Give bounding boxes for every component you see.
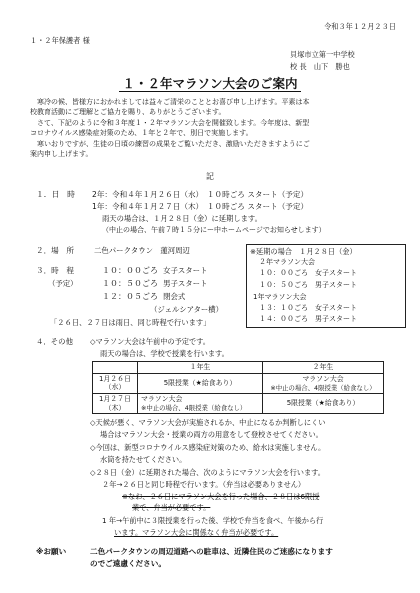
postponed-row: １０：５０ごろ 男子スタート	[259, 281, 357, 289]
postponed-note-cont: 業で、弁当が必要です。	[132, 503, 211, 512]
time-value: １０：５０ごろ	[102, 279, 158, 288]
request-line: 二色パークタウンの周辺道路への駐車は、近隣住民のご迷惑になります	[90, 547, 333, 556]
bullet-weather-cont: 場合はマラソン大会・授業の両方の用意をして登校させてください。	[100, 430, 323, 439]
postponed-row: １３：１０ごろ 女子スタート	[259, 304, 357, 312]
intro-line: コロナウイルス感染症対策のため、１年と２年で、別日で実施します。	[30, 129, 253, 138]
request-label: ※お願い	[36, 547, 67, 556]
intro-line: 寒冷の候、皆様方におかれましては益々ご清栄のこととお喜び申し上げます。平素は本	[37, 98, 310, 106]
postponed-row: １０：００ごろ 女子スタート	[259, 269, 357, 277]
row-date: 1月２６日 （水）	[93, 373, 138, 393]
postponed-schedule-box	[246, 244, 406, 328]
intro-line: 寒いおりですが、生徒の日頃の練習の成果をご覧いただき、激励いただきますようにご	[37, 139, 310, 148]
intro-line: 校教育活動にご理解とご協力を賜り、ありがとうございます。	[30, 108, 226, 117]
dates-line-1st-grade: 1年：令和４年１月２７日（木） １０時ごろ スタート（予定）	[92, 202, 309, 211]
intro-paragraph	[30, 97, 400, 159]
table-row	[93, 373, 384, 393]
closing-venue: （ジェルシアター横）	[150, 305, 224, 314]
issue-date: 令和３年１２月２３日	[324, 22, 396, 31]
dates-rain: 雨天の場合は、１月２８日（金）に延期します。	[102, 214, 262, 223]
intro-line: さて、下記のように令和３年度１・２年マラソン大会を開催致します。今年度は、新型	[37, 118, 310, 127]
time-row	[102, 279, 207, 289]
bullet-postponed: ◇２８日（金）に延期された場合、次のようにマラソン大会を行います。	[90, 468, 325, 477]
times-sub: （予定）	[48, 279, 78, 288]
cell-2nd-grade: 5限授業（★給食あり）	[263, 393, 384, 413]
time-value: １０：００ごろ	[102, 266, 158, 275]
dates-note: （中止の場合、午前７時１５分にー中ホームページでお知らせします）	[102, 226, 326, 234]
time-event: 男子スタート	[163, 279, 208, 288]
time-row	[102, 266, 207, 276]
school-name: 貝塚市立第一中学校	[290, 50, 355, 59]
rain-schedule-table	[92, 361, 384, 414]
row-date: 1月２７日 （木）	[93, 393, 138, 413]
bullet-weather: ◇天候が悪く、マラソン大会が実施されるか、中止になるか判断しにくい	[90, 418, 326, 427]
dates-label: １．日 時	[36, 190, 75, 199]
bullet-water-cont: 水筒を持たせてください。	[100, 455, 187, 464]
place-label: ２．場 所	[36, 246, 74, 255]
time-event: 女子スタート	[163, 266, 208, 275]
postponed-1st-plan: 1 年→午前中に３限授業を行った後、学校で弁当を食べ、午後から行	[102, 516, 324, 525]
time-row	[102, 292, 185, 302]
intro-line: 案内申し上げます。	[30, 150, 93, 159]
times-label: ３．時 程	[36, 266, 74, 275]
time-value: １２：０５ごろ	[102, 292, 158, 301]
same-schedule-note: 「２６日、２７日は雨日、同じ時程で行います」	[50, 318, 211, 327]
cell-1st-grade: 5限授業（★給食あり）	[138, 373, 263, 393]
recipient: １・２年保護者 様	[30, 36, 90, 45]
postponed-2nd-grade: ２年マラソン大会	[259, 258, 315, 266]
bullet-water: ◇今回は、新型コロナウイルス感染症対策のため、給水は実施しません。	[90, 443, 326, 452]
ki-heading: 記	[206, 172, 214, 181]
time-event: 閉会式	[163, 292, 186, 301]
table-header: １年生	[138, 362, 263, 374]
postponed-1st-plan-cont: います。マラソン大会に関係なく弁当が必要です。	[114, 528, 279, 537]
postponed-2nd-plan: ２年→２６日と同じ時程で行います。（弁当は必要ありません）	[102, 480, 306, 489]
postponed-note: ※なお、２６日にマラソン大会を行った場合、２８日は6限授	[122, 492, 320, 501]
other-line: ◇マラソン大会は午前中の予定です。	[90, 337, 210, 346]
cell-1st-grade: マラソン大会 ※中止の場合、4限授業（給食なし）	[138, 393, 263, 413]
table-corner	[93, 362, 138, 374]
postponed-heading: ※延期の場合 １月２８日（金）	[250, 247, 357, 256]
other-label: ４．その他	[36, 337, 73, 346]
postponed-row: １４：００ごろ 男子スタート	[259, 315, 357, 323]
principal-name: 校 長 山下 勝也	[290, 62, 350, 71]
place-value: 二色パークタウン 蓮河周辺	[94, 246, 190, 255]
document-title: １・２年マラソン大会のご案内	[0, 76, 420, 92]
postponed-1st-grade: 1年マラソン大会	[253, 293, 307, 301]
dates-line-2nd-grade: 2年：令和４年１月２６日（水） １０時ごろ スタート（予定）	[92, 190, 309, 199]
table-header: ２年生	[263, 362, 384, 374]
other-line: 雨天の場合は、学校で授業を行います。	[100, 349, 229, 358]
table-row	[93, 393, 384, 413]
cell-2nd-grade: マラソン大会 ※中止の場合、4限授業（給食なし）	[263, 373, 384, 393]
request-line: のでご遠慮ください。	[90, 559, 166, 568]
